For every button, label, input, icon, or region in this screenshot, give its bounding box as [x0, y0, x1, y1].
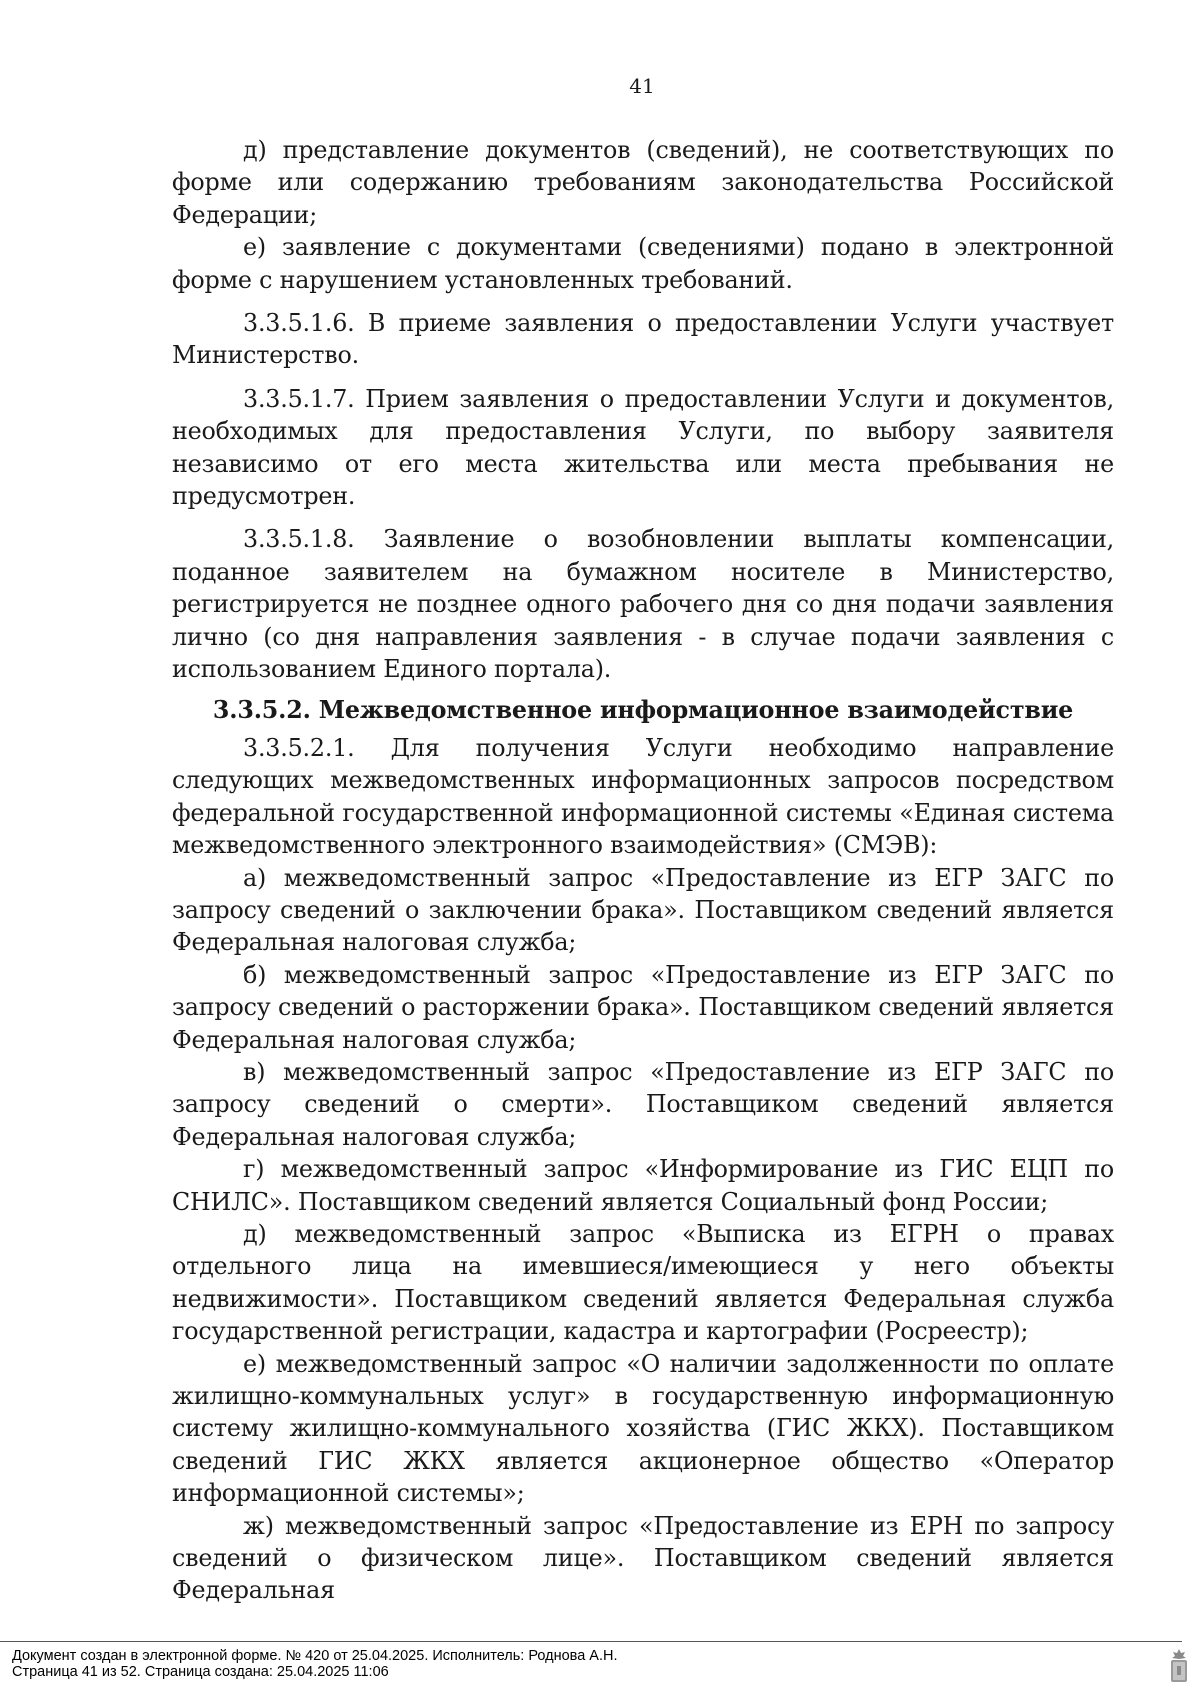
list-item-e: е) межведомственный запрос «О наличии задолженности по оплате жилищно-коммунальных услуг» в государственную информационную систему жилищно-коммунального хозяйства (ГИС ЖКХ). Поставщиком сведений ГИС ЖКХ является акционерное общество «Оператор информационной системы»;	[172, 1349, 1114, 1508]
footer-line-2: Страница 41 из 52. Страница создана: 25.04.2025 11:06	[12, 1664, 389, 1680]
section-heading: 3.3.5.2. Межведомственное информационное взаимодействие	[212, 695, 1074, 724]
paragraph-3-3-5-1-7: 3.3.5.1.7. Прием заявления о предоставлении Услуги и документов, необходимых для предоставления Услуги, по выбору заявителя независимо от его места жительства или места пребывания не предусмотрен.	[172, 384, 1114, 511]
paragraph-3-3-5-2-1: 3.3.5.2.1. Для получения Услуги необходимо направление следующих межведомственных информационных запросов посредством федеральной государственной информационной системы «Единая система межведомственного электронного взаимодействия» (СМЭВ):	[172, 733, 1114, 860]
list-item-a: а) межведомственный запрос «Предоставление из ЕГР ЗАГС по запросу сведений о заключении брака». Поставщиком сведений является Федеральная налоговая служба;	[172, 863, 1114, 957]
paragraph-d: д) представление документов (сведений), не соответствующих по форме или содержанию требованиям законодательства Российской Федерации;	[172, 136, 1114, 229]
coat-of-arms-icon	[1168, 1646, 1190, 1686]
paragraph-e: е) заявление с документами (сведениями) подано в электронной форме с нарушением установленных требований.	[172, 233, 1114, 294]
list-item-g: г) межведомственный запрос «Информирование из ГИС ЕЦП по СНИЛС». Поставщиком сведений является Социальный фонд России;	[172, 1155, 1114, 1216]
paragraph-3-3-5-1-6: 3.3.5.1.6. В приеме заявления о предоставлении Услуги участвует Министерство.	[172, 309, 1114, 370]
list-item-b: б) межведомственный запрос «Предоставление из ЕГР ЗАГС по запросу сведений о расторжении брака». Поставщиком сведений является Федеральная налоговая служба;	[172, 960, 1114, 1054]
list-item-d: д) межведомственный запрос «Выписка из ЕГРН о правах отдельного лица на имевшиеся/имеющиеся у него объекты недвижимости». Поставщиком сведений является Федеральная служба государственной регистрации, кадастра и картографии (Росреестр);	[172, 1220, 1114, 1346]
footer-divider	[0, 1641, 1182, 1642]
list-item-v: в) межведомственный запрос «Предоставление из ЕГР ЗАГС по запросу сведений о смерти». Поставщиком сведений является Федеральная налоговая служба;	[172, 1057, 1114, 1151]
document-body	[172, 134, 1114, 1607]
page-number: 41	[629, 74, 655, 98]
footer	[12, 1648, 618, 1680]
paragraph-3-3-5-1-8: 3.3.5.1.8. Заявление о возобновлении выплаты компенсации, поданное заявителем на бумажном носителе в Министерство, регистрируется не позднее одного рабочего дня со дня подачи заявления лично (со дня направления заявления - в случае подачи заявления с использованием Единого портала).	[172, 525, 1114, 684]
list-item-zh: ж) межведомственный запрос «Предоставление из ЕРН по запросу сведений о физическом лице». Поставщиком сведений является Федеральная	[172, 1511, 1114, 1605]
footer-line-1: Документ создан в электронной форме. № 420 от 25.04.2025. Исполнитель: Роднова А.Н.	[12, 1648, 618, 1664]
